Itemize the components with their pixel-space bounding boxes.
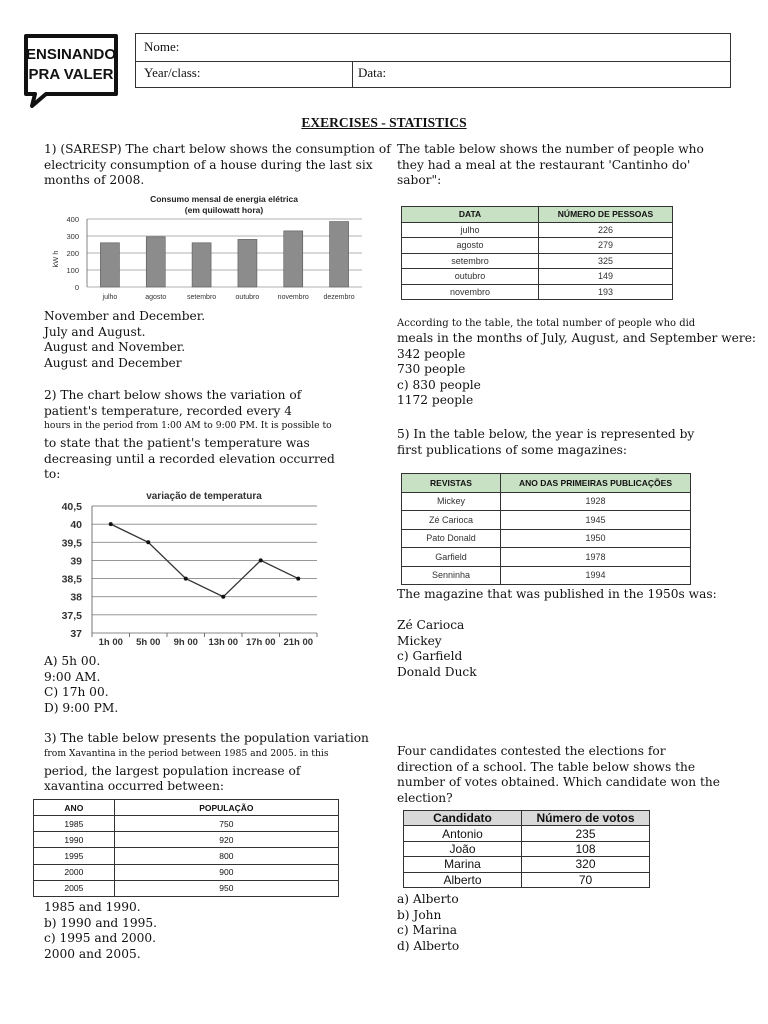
- x-tick-label: 17h 00: [245, 637, 276, 648]
- q5-line: first publications of some magazines:: [397, 442, 628, 457]
- table-cell: 226: [539, 222, 673, 238]
- table-header-cell: REVISTAS: [402, 474, 501, 493]
- q3-option[interactable]: 2000 and 2005.: [44, 946, 141, 961]
- q3-option[interactable]: 1985 and 1990.: [44, 900, 141, 914]
- chart-title: variação de temperatura: [146, 491, 262, 502]
- table-cell: 1928: [501, 492, 691, 511]
- q5-question-text: The magazine that was published in the 1950s was:: [397, 587, 717, 601]
- table-cell: novembro: [402, 284, 539, 300]
- data-point: [259, 558, 263, 562]
- q1-line: electricity consumption of a house during the last six: [44, 157, 373, 172]
- table-header-cell: Candidato: [404, 811, 522, 826]
- y-tick-label: 39: [70, 555, 82, 568]
- logo-text-line1: ENSINANDO: [25, 46, 117, 63]
- q6-options: [397, 892, 737, 954]
- bar: [238, 239, 257, 287]
- q3-small-line: from Xavantina in the period between 1985 and 2005. in this: [44, 747, 329, 759]
- table-cell: 900: [114, 864, 338, 880]
- x-tick-label: outubro: [235, 294, 260, 301]
- q1-option[interactable]: August and December: [44, 355, 182, 370]
- q6-line: election?: [397, 790, 453, 805]
- table-header-cell: DATA: [402, 207, 539, 223]
- date-label: Data:: [358, 65, 387, 80]
- table-header-cell: ANO: [34, 800, 115, 816]
- y-tick-label: 300: [66, 232, 79, 241]
- table-cell: João: [404, 841, 522, 856]
- table-row: [402, 492, 691, 511]
- table-cell: 320: [522, 857, 650, 872]
- q6-votes-table: [403, 810, 650, 888]
- q1-bar-chart: [44, 192, 366, 304]
- bar: [100, 243, 119, 287]
- q1-line: months of 2008.: [44, 173, 145, 188]
- q4-line: sabor":: [397, 173, 442, 188]
- x-tick-label: 21h 00: [283, 637, 314, 648]
- table-row: [34, 880, 339, 896]
- table-cell: 750: [114, 816, 338, 832]
- y-tick-label: 400: [66, 215, 79, 224]
- table-cell: 108: [522, 841, 650, 856]
- q3-line: period, the largest population increase of: [44, 763, 301, 778]
- table-row: [402, 284, 673, 300]
- table-cell: 325: [539, 253, 673, 269]
- table-row: [404, 841, 650, 856]
- x-tick-label: novembro: [277, 294, 309, 301]
- y-axis-label: kW h: [51, 250, 60, 268]
- q2-statement: [44, 388, 367, 483]
- x-tick-label: agosto: [145, 294, 167, 301]
- table-cell: Zé Carioca: [402, 511, 501, 530]
- q5-option[interactable]: Donald Duck: [397, 664, 477, 679]
- table-row: [34, 816, 339, 832]
- y-tick-label: 200: [66, 249, 79, 258]
- table-row: [402, 566, 691, 585]
- q6-line: direction of a school. The table below shows the: [397, 759, 696, 774]
- table-row: [404, 826, 650, 841]
- y-tick-label: 0: [74, 283, 79, 292]
- data-point: [184, 577, 188, 581]
- y-tick-label: 100: [66, 266, 79, 275]
- table-cell: 2005: [34, 880, 115, 896]
- q2-option[interactable]: 9:00 AM.: [44, 669, 101, 684]
- table-header-cell: ANO DAS PRIMEIRAS PUBLICAÇÕES: [501, 474, 691, 493]
- table-cell: 2000: [34, 864, 115, 880]
- bar: [284, 231, 303, 287]
- q4-restaurant-table: [401, 206, 673, 300]
- table-cell: Pato Donald: [402, 529, 501, 548]
- table-header-row: [402, 207, 673, 223]
- table-cell: 1945: [501, 511, 691, 530]
- q2-line-chart: [44, 489, 324, 649]
- table-header-cell: NÚMERO DE PESSOAS: [539, 207, 673, 223]
- class-date-row: [136, 61, 730, 87]
- q5-statement: [397, 427, 737, 458]
- q6-option[interactable]: c) Marina: [397, 923, 458, 938]
- table-cell: 920: [114, 832, 338, 848]
- data-point: [221, 595, 225, 599]
- q5-magazines-table: [401, 473, 691, 585]
- q2-line: to:: [44, 467, 61, 482]
- bar: [146, 237, 165, 287]
- q1-line: 1) (SARESP) The chart below shows the consumption of: [44, 142, 391, 156]
- table-cell: 193: [539, 284, 673, 300]
- q2-options: [44, 654, 376, 716]
- q2-option[interactable]: A) 5h 00.: [44, 654, 101, 668]
- table-cell: 1990: [34, 832, 115, 848]
- y-tick-label: 38: [70, 591, 82, 604]
- q2-option[interactable]: D) 9:00 PM.: [44, 700, 119, 715]
- q2-line: to state that the patient's temperature was: [44, 436, 310, 451]
- table-row: [402, 253, 673, 269]
- q4-line: meals in the months of July, August, and September were:: [397, 331, 757, 345]
- q6-statement: [397, 744, 737, 806]
- class-label: Year/class:: [144, 65, 201, 80]
- bar: [192, 243, 211, 287]
- x-tick-label: 13h 00: [208, 637, 239, 648]
- table-header-cell: POPULAÇÃO: [114, 800, 338, 816]
- table-row: [34, 864, 339, 880]
- table-row: [404, 857, 650, 872]
- table-row: [402, 269, 673, 285]
- q2-line: 2) The chart below shows the variation of: [44, 388, 302, 402]
- y-tick-label: 37,5: [61, 609, 82, 622]
- q4-statement: [397, 142, 737, 189]
- table-cell: 70: [522, 872, 650, 887]
- q4-option[interactable]: 342 people: [397, 346, 466, 361]
- table-header-row: [34, 800, 339, 816]
- q2-line: patient's temperature, recorded every 4: [44, 403, 292, 418]
- table-cell: 1950: [501, 529, 691, 548]
- name-label: Nome:: [144, 39, 180, 54]
- y-tick-label: 40: [70, 519, 82, 532]
- q5-option[interactable]: c) Garfield: [397, 649, 463, 664]
- x-tick-label: dezembro: [323, 294, 355, 301]
- table-row: [402, 529, 691, 548]
- table-row: [402, 511, 691, 530]
- q2-line: decreasing until a recorded elevation occurred: [44, 451, 335, 466]
- y-tick-label: 38,5: [61, 573, 82, 586]
- q4-line: they had a meal at the restaurant 'Cantinho do': [397, 157, 691, 172]
- table-cell: agosto: [402, 238, 539, 254]
- header-divider: [352, 61, 353, 87]
- table-row: [34, 832, 339, 848]
- x-tick-label: 1h 00: [98, 637, 123, 648]
- q5-line: 5) In the table below, the year is represented by: [397, 427, 695, 441]
- chart-title: Consumo mensal de energia elétrica: [150, 194, 298, 204]
- q4-question: [397, 316, 757, 409]
- table-cell: Alberto: [404, 872, 522, 887]
- name-row[interactable]: [136, 34, 730, 62]
- table-cell: 1995: [34, 848, 115, 864]
- q1-options: [44, 309, 376, 371]
- y-tick-label: 39,5: [61, 537, 82, 550]
- table-header-cell: Número de votos: [522, 811, 650, 826]
- q2-option[interactable]: C) 17h 00.: [44, 685, 109, 700]
- q4-option[interactable]: 1172 people: [397, 393, 474, 408]
- q6-option[interactable]: a) Alberto: [397, 892, 459, 906]
- table-row: [402, 238, 673, 254]
- data-point: [109, 522, 113, 526]
- q1-statement: [44, 142, 391, 189]
- table-cell: 1994: [501, 566, 691, 585]
- bar: [330, 222, 349, 287]
- x-tick-label: setembro: [186, 294, 217, 301]
- header-form: [135, 33, 731, 88]
- table-cell: julho: [402, 222, 539, 238]
- data-point: [296, 577, 300, 581]
- q3-options: [44, 900, 376, 962]
- q5-option[interactable]: Zé Carioca: [397, 618, 465, 633]
- table-cell: 950: [114, 880, 338, 896]
- q4-option[interactable]: c) 830 people: [397, 377, 481, 392]
- q3-statement: [44, 731, 369, 795]
- q1-option[interactable]: August and November.: [44, 340, 186, 355]
- x-tick-label: julho: [102, 294, 118, 301]
- table-cell: Mickey: [402, 492, 501, 511]
- q3-line: xavantina occurred between:: [44, 779, 225, 794]
- table-row: [34, 848, 339, 864]
- table-cell: outubro: [402, 269, 539, 285]
- y-tick-label: 40,5: [61, 501, 82, 513]
- q1-option[interactable]: July and August.: [44, 324, 146, 339]
- chart-subtitle: (em quilowatt hora): [184, 205, 264, 215]
- table-cell: 1978: [501, 548, 691, 567]
- table-cell: Senninha: [402, 566, 501, 585]
- table-row: [402, 548, 691, 567]
- table-row: [404, 872, 650, 887]
- table-row: [402, 222, 673, 238]
- logo-text-line2: PRA VALER: [28, 66, 114, 83]
- table-header-row: [404, 811, 650, 826]
- q1-option[interactable]: November and December.: [44, 309, 206, 323]
- table-cell: 235: [522, 826, 650, 841]
- x-tick-label: 5h 00: [136, 637, 161, 648]
- q6-line: Four candidates contested the elections for: [397, 744, 666, 758]
- y-tick-label: 37: [70, 628, 82, 640]
- data-point: [146, 540, 150, 544]
- q3-line: 3) The table below presents the population variation: [44, 731, 369, 745]
- x-tick-label: 9h 00: [173, 637, 198, 648]
- q3-option[interactable]: c) 1995 and 2000.: [44, 931, 157, 946]
- table-cell: 279: [539, 238, 673, 254]
- logo: [22, 32, 120, 108]
- table-header-row: [402, 474, 691, 493]
- table-cell: setembro: [402, 253, 539, 269]
- q6-option[interactable]: b) John: [397, 907, 442, 922]
- q2-small-line: hours in the period from 1:00 AM to 9:00 PM. It is possible to: [44, 420, 332, 432]
- page-title: EXERCISES - STATISTICS: [301, 115, 467, 130]
- q6-line: number of votes obtained. Which candidate won the: [397, 775, 720, 790]
- q4-small-line: According to the table, the total number of people who did: [397, 318, 696, 329]
- table-cell: Marina: [404, 857, 522, 872]
- table-cell: 800: [114, 848, 338, 864]
- q3-population-table: [33, 799, 339, 897]
- q4-line: The table below shows the number of people who: [397, 142, 704, 156]
- q6-option[interactable]: d) Alberto: [397, 938, 460, 953]
- q5-question: [397, 587, 737, 681]
- table-cell: 149: [539, 269, 673, 285]
- q3-option[interactable]: b) 1990 and 1995.: [44, 915, 158, 930]
- q4-option[interactable]: 730 people: [397, 362, 466, 377]
- table-cell: Antonio: [404, 826, 522, 841]
- q5-option[interactable]: Mickey: [397, 633, 442, 648]
- table-cell: Garfield: [402, 548, 501, 567]
- table-cell: 1985: [34, 816, 115, 832]
